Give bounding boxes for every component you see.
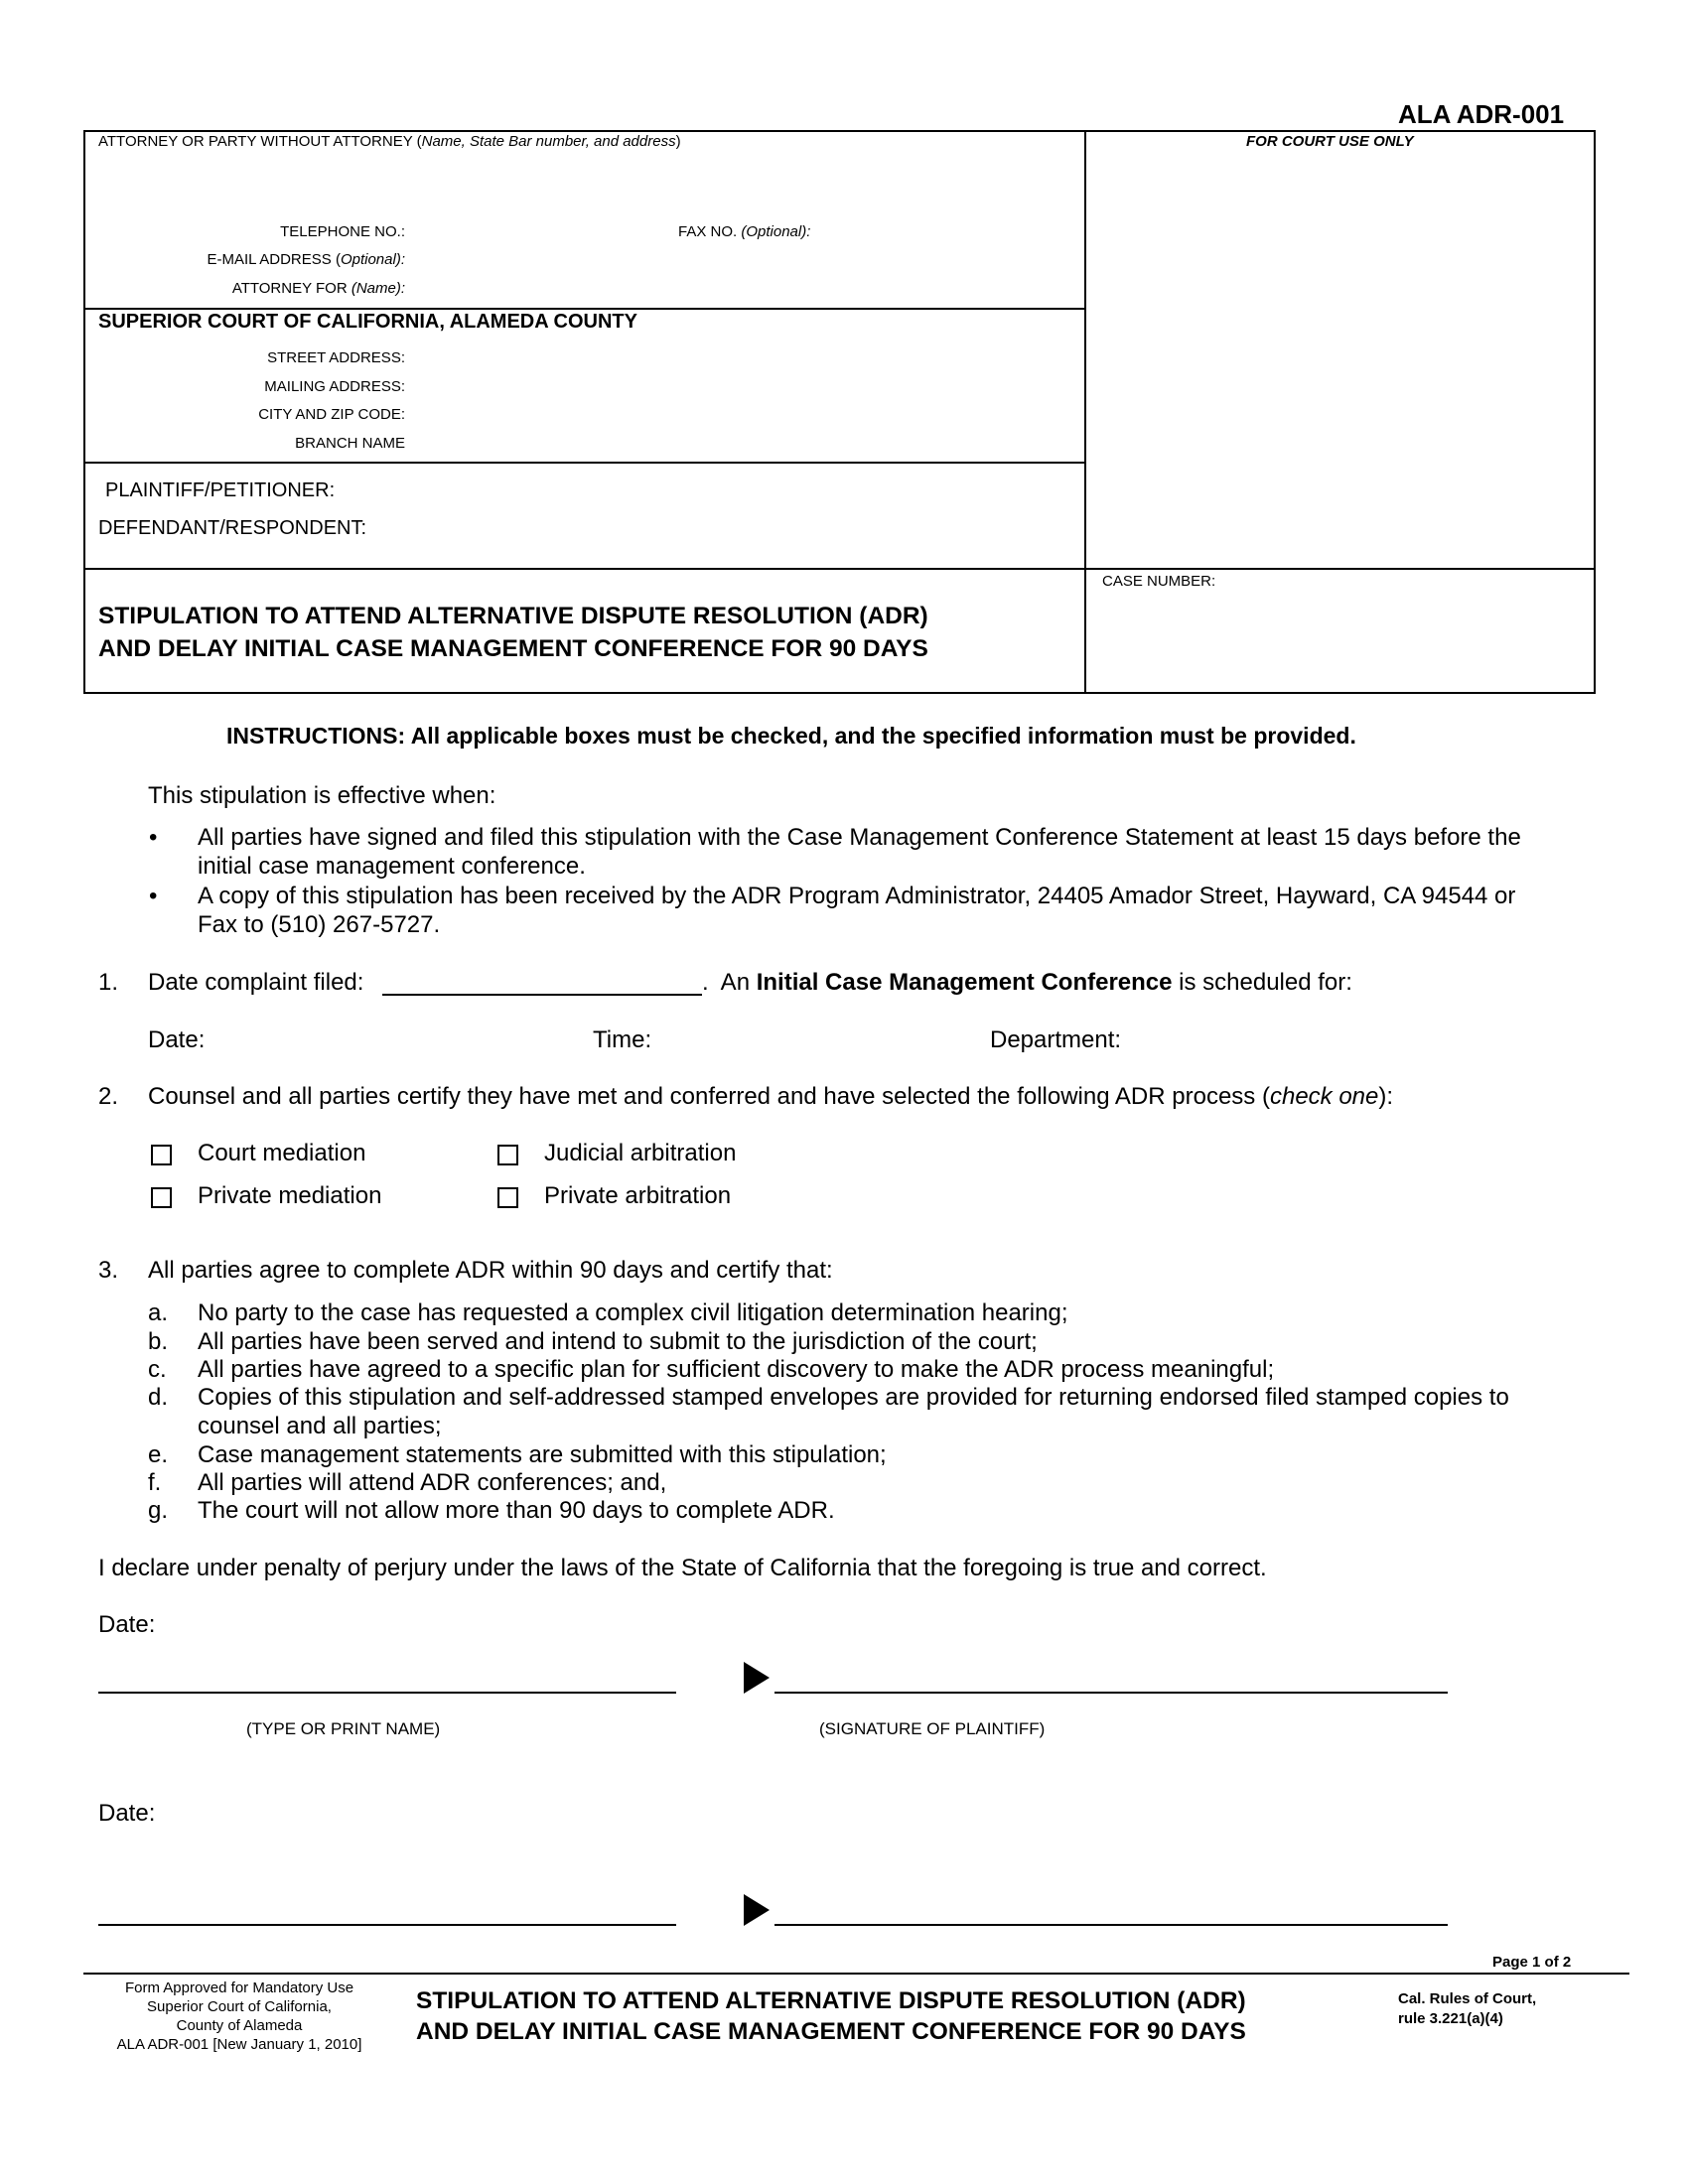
item1-continuation: . An Initial Case Management Conference is scheduled for: xyxy=(702,969,1352,996)
bullet-icon: • xyxy=(149,824,158,851)
item2-number: 2. xyxy=(98,1083,119,1110)
item3-g-text: The court will not allow more than 90 days to complete ADR. xyxy=(198,1497,835,1524)
declaration: I declare under penalty of perjury under the laws of the State of California that the foregoing is true and correct. xyxy=(98,1555,1267,1581)
court-mediation-label: Court mediation xyxy=(198,1140,366,1166)
cmc-department-label: Department: xyxy=(990,1026,1122,1053)
signature-field-2[interactable] xyxy=(774,1924,1448,1926)
item3-letter-e: e. xyxy=(148,1441,169,1468)
defendant-label: DEFENDANT/RESPONDENT: xyxy=(98,517,367,539)
page-number: Page 1 of 2 xyxy=(1492,1954,1572,1971)
signature-caption: (SIGNATURE OF PLAINTIFF) xyxy=(819,1719,1046,1738)
item3-b-text: All parties have been served and intend to submit to the jurisdiction of the court; xyxy=(198,1328,1038,1355)
sign-here-arrow-icon xyxy=(744,1894,770,1926)
bullet-icon: • xyxy=(149,883,158,909)
plaintiff-label: PLAINTIFF/PETITIONER: xyxy=(105,479,336,501)
header-vertical-divider xyxy=(1084,130,1086,694)
effective-intro: This stipulation is effective when: xyxy=(148,782,496,809)
judicial-arbitration-label: Judicial arbitration xyxy=(544,1140,737,1166)
item3-c-text: All parties have agreed to a specific plan for sufficient discovery to make the ADR process meaningful; xyxy=(198,1356,1275,1383)
item3-number: 3. xyxy=(98,1257,119,1284)
private-arbitration-label: Private arbitration xyxy=(544,1182,732,1209)
divider-parties xyxy=(83,568,1596,570)
city-label: CITY AND ZIP CODE: xyxy=(258,406,405,423)
item3-letter-c: c. xyxy=(148,1356,167,1383)
item1-number: 1. xyxy=(98,969,119,996)
item3-e-text: Case management statements are submitted with this stipulation; xyxy=(198,1441,887,1468)
branch-label: BRANCH NAME xyxy=(295,435,405,452)
cmc-time-label: Time: xyxy=(593,1026,652,1053)
case-number-label: CASE NUMBER: xyxy=(1102,573,1216,590)
private-mediation-label: Private mediation xyxy=(198,1182,382,1209)
private-arbitration-checkbox[interactable] xyxy=(497,1187,518,1208)
attorney-label: ATTORNEY OR PARTY WITHOUT ATTORNEY (Name, State Bar number, and address) xyxy=(98,133,681,150)
item3-letter-f: f. xyxy=(148,1469,162,1496)
print-name-caption: (TYPE OR PRINT NAME) xyxy=(246,1719,441,1738)
item3-letter-d: d. xyxy=(148,1384,169,1411)
bullet-1-line1: All parties have signed and filed this stipulation with the Case Management Conference Statement at least 15 days before the xyxy=(198,824,1521,851)
telephone-label: TELEPHONE NO.: xyxy=(280,223,405,240)
judicial-arbitration-checkbox[interactable] xyxy=(497,1145,518,1165)
item3-d-text-cont: counsel and all parties; xyxy=(198,1413,442,1439)
signature-date-label: Date: xyxy=(98,1611,156,1638)
divider-court xyxy=(83,462,1086,464)
street-label: STREET ADDRESS: xyxy=(267,349,405,366)
sign-here-arrow-icon xyxy=(744,1662,770,1694)
bullet-2-line1: A copy of this stipulation has been received by the ADR Program Administrator, 24405 Amador Street, Hayward, CA 94544 or xyxy=(198,883,1516,909)
court-name: SUPERIOR COURT OF CALIFORNIA, ALAMEDA COUNTY xyxy=(98,311,637,333)
print-name-field[interactable] xyxy=(98,1692,676,1694)
item3-letter-a: a. xyxy=(148,1299,169,1326)
item1-text: Date complaint filed: xyxy=(148,969,364,996)
item3-a-text: No party to the case has requested a complex civil litigation determination hearing; xyxy=(198,1299,1068,1326)
rules-citation-line1: Cal. Rules of Court, xyxy=(1398,1990,1537,2007)
footer-rule xyxy=(83,1973,1629,1975)
footer-title-line1: STIPULATION TO ATTEND ALTERNATIVE DISPUTE RESOLUTION (ADR) xyxy=(416,1987,1246,2014)
private-mediation-checkbox[interactable] xyxy=(151,1187,172,1208)
email-label: E-MAIL ADDRESS (Optional): xyxy=(207,251,405,268)
cmc-date-label: Date: xyxy=(148,1026,206,1053)
item2-text: Counsel and all parties certify they have met and conferred and have selected the following ADR process (check one): xyxy=(148,1083,1394,1110)
form-approval: Form Approved for Mandatory Use Superior Court of California, County of Alameda ALA ADR-001 [New January 1, 2010] xyxy=(116,1979,362,2053)
form-title-line2: AND DELAY INITIAL CASE MANAGEMENT CONFERENCE FOR 90 DAYS xyxy=(98,635,928,662)
form-id: ALA ADR-001 xyxy=(1398,99,1565,129)
item3-text: All parties agree to complete ADR within 90 days and certify that: xyxy=(148,1257,833,1284)
print-name-field-2[interactable] xyxy=(98,1924,676,1926)
form-title-line1: STIPULATION TO ATTEND ALTERNATIVE DISPUTE RESOLUTION (ADR) xyxy=(98,603,928,629)
item3-letter-b: b. xyxy=(148,1328,169,1355)
fax-label: FAX NO. (Optional): xyxy=(678,223,811,240)
court-use-label: FOR COURT USE ONLY xyxy=(1246,133,1414,150)
court-mediation-checkbox[interactable] xyxy=(151,1145,172,1165)
bullet-1-line2: initial case management conference. xyxy=(198,853,586,880)
mailing-label: MAILING ADDRESS: xyxy=(264,378,405,395)
signature-date-label-2: Date: xyxy=(98,1800,156,1827)
attorney-for-label: ATTORNEY FOR (Name): xyxy=(231,280,405,297)
item3-letter-g: g. xyxy=(148,1497,169,1524)
footer-title-line2: AND DELAY INITIAL CASE MANAGEMENT CONFERENCE FOR 90 DAYS xyxy=(416,2018,1246,2045)
complaint-date-field[interactable] xyxy=(382,994,702,996)
item3-f-text: All parties will attend ADR conferences; and, xyxy=(198,1469,667,1496)
instructions: INSTRUCTIONS: All applicable boxes must be checked, and the specified information must be provided. xyxy=(226,723,1356,749)
bullet-2-line2: Fax to (510) 267-5727. xyxy=(198,911,441,938)
rules-citation-line2: rule 3.221(a)(4) xyxy=(1398,2010,1503,2027)
plaintiff-signature-field[interactable] xyxy=(774,1692,1448,1694)
divider-attorney xyxy=(83,308,1086,310)
item3-d-text: Copies of this stipulation and self-addressed stamped envelopes are provided for returning endorsed filed stamped copies to xyxy=(198,1384,1509,1411)
